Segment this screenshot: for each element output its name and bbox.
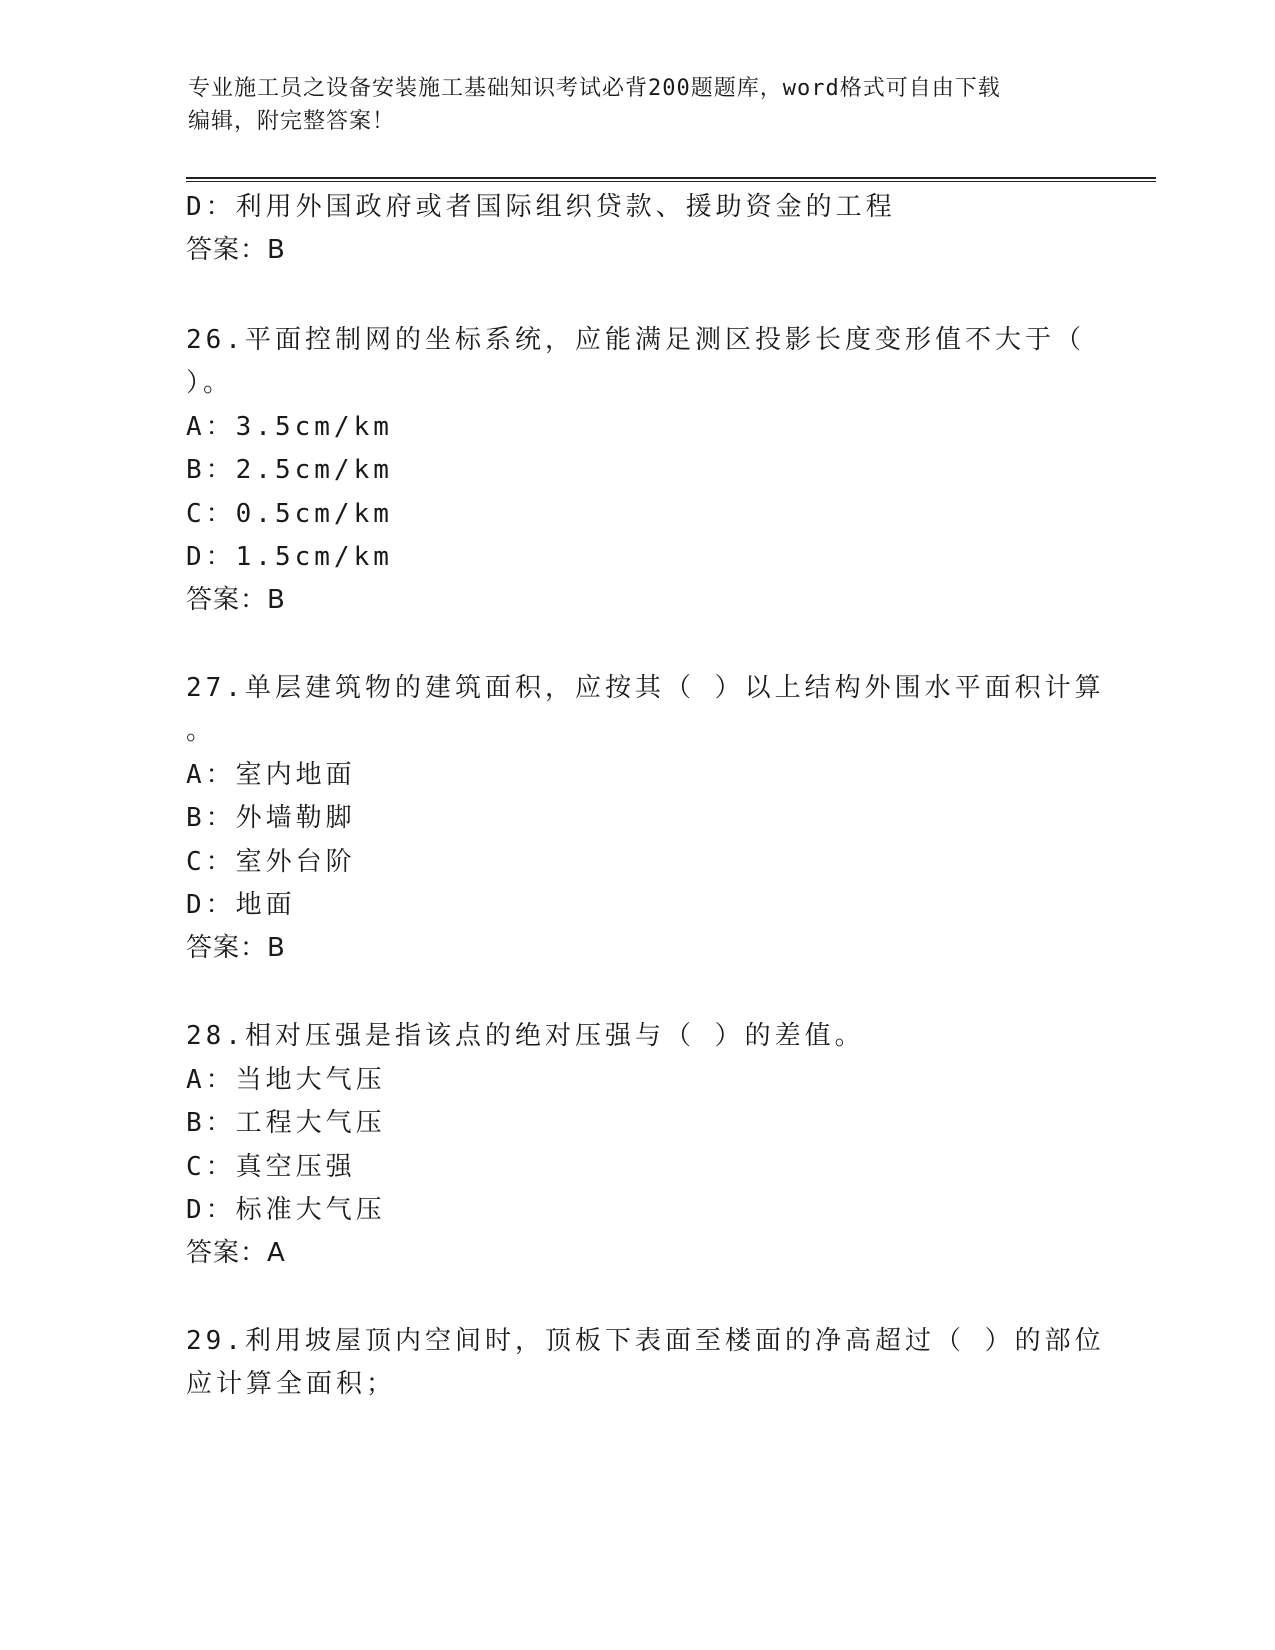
q27-option-d: D：地面: [186, 890, 296, 920]
q28-option-a: A：当地大气压: [186, 1065, 386, 1095]
q26-option-b: B：2.5cm/km: [186, 455, 393, 485]
header-title-line-1: 专业施工员之设备安装施工基础知识考试必背200题题库，word格式可自由下载: [188, 76, 1001, 101]
header-divider-thin: [186, 181, 1156, 182]
document-header: [188, 72, 1088, 138]
q29-stem-line-1: 29.利用坡屋顶内空间时，顶板下表面至楼面的净高超过（ ）的部位: [186, 1326, 1105, 1356]
q26-answer: 答案：B: [186, 585, 286, 615]
q27-answer: 答案：B: [186, 933, 286, 963]
q26-stem-line-2: ）。: [186, 368, 234, 398]
q26-stem-line-1: 26.平面控制网的坐标系统，应能满足测区投影长度变形值不大于（: [186, 325, 1085, 355]
header-title-line-2: 编辑，附完整答案！: [188, 109, 396, 134]
q28-stem-line-1: 28.相对压强是指该点的绝对压强与（ ）的差值。: [186, 1021, 865, 1051]
q27-option-a: A：室内地面: [186, 760, 356, 790]
header-divider-thick: [186, 177, 1156, 179]
q28-option-b: B：工程大气压: [186, 1108, 386, 1138]
q27-option-b: B：外墙勒脚: [186, 803, 356, 833]
q26-option-d: D：1.5cm/km: [186, 542, 393, 572]
q26-option-a: A：3.5cm/km: [186, 412, 393, 442]
q27-option-c: C：室外台阶: [186, 847, 356, 877]
prev-answer: 答案：B: [186, 235, 286, 265]
q27-stem-line-2: 。: [186, 716, 217, 746]
prev-option-d: D：利用外国政府或者国际组织贷款、援助资金的工程: [186, 192, 896, 222]
q26-option-c: C：0.5cm/km: [186, 499, 393, 529]
q28-option-c: C：真空压强: [186, 1152, 356, 1182]
q28-answer: 答案：A: [186, 1238, 286, 1268]
q29-stem-line-2: 应计算全面积；: [186, 1369, 397, 1399]
q27-stem-line-1: 27.单层建筑物的建筑面积，应按其（ ）以上结构外围水平面积计算: [186, 673, 1105, 703]
q28-option-d: D：标准大气压: [186, 1195, 386, 1225]
